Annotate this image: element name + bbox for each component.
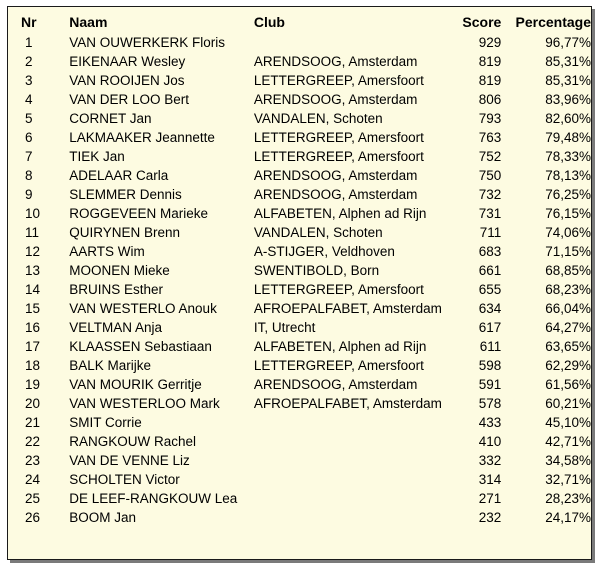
table-row (8, 413, 591, 432)
cell-score: 591 (478, 377, 502, 392)
cell-score: 332 (478, 453, 502, 468)
cell-score: 232 (478, 510, 502, 525)
cell-club (254, 508, 444, 527)
cell-club: ARENDSOOG, Amsterdam (253, 187, 418, 202)
cell-naam: VAN OUWERKERK Floris (69, 35, 226, 50)
cell-score: 683 (478, 244, 502, 259)
cell-percentage: 79,48% (545, 130, 591, 145)
cell-nr: 26 (25, 510, 41, 525)
cell-percentage: 96,77% (545, 35, 591, 50)
cell-nr: 1 (25, 35, 33, 50)
cell-nr: 10 (25, 206, 41, 221)
cell-score: 819 (478, 54, 502, 69)
cell-percentage: 62,29% (545, 358, 591, 373)
cell-naam: SLEMMER Dennis (69, 187, 182, 202)
cell-percentage: 28,23% (545, 491, 591, 506)
cell-club: VANDALEN, Schoten (253, 111, 383, 126)
results-body (8, 33, 591, 527)
cell-score: 806 (478, 92, 502, 107)
cell-club: IT, Utrecht (253, 320, 316, 335)
cell-nr: 17 (25, 339, 41, 354)
cell-percentage: 32,71% (545, 472, 591, 487)
table-row (8, 71, 591, 90)
cell-percentage: 68,85% (545, 263, 591, 278)
cell-score: 711 (479, 225, 502, 240)
cell-percentage: 42,71% (545, 434, 591, 449)
cell-naam: KLAASSEN Sebastiaan (69, 339, 212, 354)
cell-naam: QUIRYNEN Brenn (69, 225, 181, 240)
cell-score: 732 (478, 187, 502, 202)
cell-percentage: 78,13% (545, 168, 591, 183)
cell-score: 617 (478, 320, 502, 335)
table-row (8, 90, 591, 109)
table-row (8, 356, 591, 375)
cell-score: 634 (478, 301, 502, 316)
cell-club: SWENTIBOLD, Born (253, 263, 380, 278)
cell-club: ARENDSOOG, Amsterdam (253, 168, 418, 183)
cell-percentage: 63,65% (545, 339, 591, 354)
cell-nr: 21 (25, 415, 41, 430)
cell-score: 598 (478, 358, 502, 373)
cell-nr: 19 (25, 377, 41, 392)
cell-naam: EIKENAAR Wesley (69, 54, 186, 69)
table-row (8, 204, 591, 223)
cell-percentage: 66,04% (545, 301, 591, 316)
cell-naam: VAN ROOIJEN Jos (69, 73, 185, 88)
cell-nr: 23 (25, 453, 41, 468)
cell-percentage: 83,96% (545, 92, 591, 107)
cell-naam: AARTS Wim (69, 244, 145, 259)
cell-naam: MOONEN Mieke (69, 263, 170, 278)
cell-percentage: 76,25% (545, 187, 591, 202)
cell-club: ARENDSOOG, Amsterdam (253, 54, 418, 69)
results-panel (7, 6, 592, 560)
cell-percentage: 76,15% (545, 206, 591, 221)
cell-club: AFROEPALFABET, Amsterdam (253, 396, 442, 411)
table-row (8, 147, 591, 166)
cell-naam: SCHOLTEN Victor (69, 472, 180, 487)
cell-naam: VELTMAN Anja (69, 320, 163, 335)
cell-naam: RANGKOUW Rachel (69, 434, 197, 449)
cell-nr: 24 (25, 472, 41, 487)
cell-percentage: 64,27% (545, 320, 591, 335)
cell-score: 314 (478, 472, 502, 487)
cell-nr: 22 (25, 434, 41, 449)
cell-naam: BRUINS Esther (69, 282, 164, 297)
cell-score: 752 (478, 149, 502, 164)
cell-club: LETTERGREEP, Amersfoort (253, 149, 424, 164)
cell-naam: BOOM Jan (69, 510, 137, 525)
cell-percentage: 85,31% (545, 73, 591, 88)
cell-club: ARENDSOOG, Amsterdam (253, 92, 418, 107)
cell-nr: 25 (25, 491, 41, 506)
table-row (8, 128, 591, 147)
cell-nr: 6 (25, 130, 33, 145)
cell-naam: LAKMAAKER Jeannette (69, 130, 215, 145)
cell-percentage: 24,17% (545, 510, 591, 525)
cell-club (254, 489, 444, 508)
cell-nr: 8 (25, 168, 33, 183)
cell-percentage: 45,10% (545, 415, 591, 430)
cell-naam: VAN MOURIK Gerritje (69, 377, 202, 392)
results-table (8, 11, 591, 527)
cell-score: 271 (478, 491, 502, 506)
cell-score: 750 (478, 168, 502, 183)
cell-club: LETTERGREEP, Amersfoort (253, 73, 424, 88)
cell-naam: ADELAAR Carla (69, 168, 169, 183)
table-row (8, 280, 591, 299)
cell-percentage: 60,21% (545, 396, 591, 411)
header-naam: Naam (69, 14, 108, 30)
table-row (8, 261, 591, 280)
cell-score: 655 (478, 282, 502, 297)
table-row (8, 451, 591, 470)
table-row (8, 508, 591, 527)
cell-naam: VAN DER LOO Bert (69, 92, 190, 107)
cell-percentage: 78,33% (545, 149, 591, 164)
cell-club (254, 470, 444, 489)
table-row (8, 489, 591, 508)
cell-club: AFROEPALFABET, Amsterdam (253, 301, 442, 316)
table-row (8, 299, 591, 318)
cell-nr: 12 (25, 244, 41, 259)
table-row (8, 223, 591, 242)
table-row (8, 52, 591, 71)
cell-naam: DE LEEF-RANGKOUW Lea (69, 491, 238, 506)
cell-score: 929 (478, 35, 502, 50)
table-row (8, 185, 591, 204)
table-row (8, 166, 591, 185)
cell-score: 819 (478, 73, 502, 88)
cell-nr: 14 (25, 282, 41, 297)
cell-score: 731 (478, 206, 502, 221)
cell-club (254, 33, 444, 52)
cell-naam: VAN DE VENNE Liz (69, 453, 190, 468)
header-nr: Nr (21, 14, 37, 30)
cell-nr: 9 (25, 187, 33, 202)
cell-score: 433 (478, 415, 502, 430)
cell-percentage: 74,06% (545, 225, 591, 240)
cell-score: 793 (478, 111, 502, 126)
cell-naam: BALK Marijke (69, 358, 152, 373)
table-row (8, 242, 591, 261)
cell-nr: 13 (25, 263, 41, 278)
header-row (8, 11, 591, 33)
cell-club: LETTERGREEP, Amersfoort (253, 358, 424, 373)
cell-naam: VAN WESTERLOO Mark (69, 396, 220, 411)
cell-naam: VAN WESTERLO Anouk (69, 301, 217, 316)
cell-nr: 16 (25, 320, 41, 335)
table-row (8, 470, 591, 489)
cell-club: LETTERGREEP, Amersfoort (253, 282, 424, 297)
cell-score: 611 (479, 339, 502, 354)
cell-nr: 3 (25, 73, 33, 88)
cell-naam: ROGGEVEEN Marieke (69, 206, 209, 221)
table-row (8, 109, 591, 128)
cell-club: A-STIJGER, Veldhoven (253, 244, 395, 259)
cell-nr: 7 (25, 149, 33, 164)
cell-club: VANDALEN, Schoten (253, 225, 383, 240)
header-score: Score (462, 14, 502, 30)
cell-percentage: 34,58% (545, 453, 591, 468)
cell-percentage: 71,15% (545, 244, 591, 259)
table-row (8, 375, 591, 394)
cell-club: LETTERGREEP, Amersfoort (253, 130, 424, 145)
cell-nr: 2 (25, 54, 33, 69)
cell-club: ALFABETEN, Alphen ad Rijn (253, 206, 427, 221)
cell-percentage: 85,31% (545, 54, 591, 69)
cell-naam: SMIT Corrie (69, 415, 142, 430)
cell-naam: CORNET Jan (69, 111, 152, 126)
header-percentage: Percentage (515, 14, 591, 30)
cell-nr: 18 (25, 358, 41, 373)
cell-nr: 5 (25, 111, 33, 126)
cell-club: ALFABETEN, Alphen ad Rijn (253, 339, 427, 354)
table-row (8, 337, 591, 356)
cell-nr: 11 (25, 225, 40, 240)
cell-club (254, 432, 444, 451)
table-row (8, 394, 591, 413)
cell-percentage: 68,23% (545, 282, 591, 297)
cell-club (254, 451, 444, 470)
cell-percentage: 61,56% (545, 377, 591, 392)
cell-nr: 15 (25, 301, 41, 316)
cell-percentage: 82,60% (545, 111, 591, 126)
table-row (8, 432, 591, 451)
cell-nr: 20 (25, 396, 41, 411)
cell-nr: 4 (25, 92, 33, 107)
cell-score: 661 (478, 263, 502, 278)
cell-score: 410 (478, 434, 502, 449)
cell-score: 578 (478, 396, 502, 411)
table-row (8, 318, 591, 337)
cell-score: 763 (478, 130, 502, 145)
cell-naam: TIEK Jan (69, 149, 125, 164)
table-row (8, 33, 591, 52)
cell-club (254, 413, 444, 432)
header-club: Club (253, 14, 285, 30)
cell-club: ARENDSOOG, Amsterdam (253, 377, 418, 392)
